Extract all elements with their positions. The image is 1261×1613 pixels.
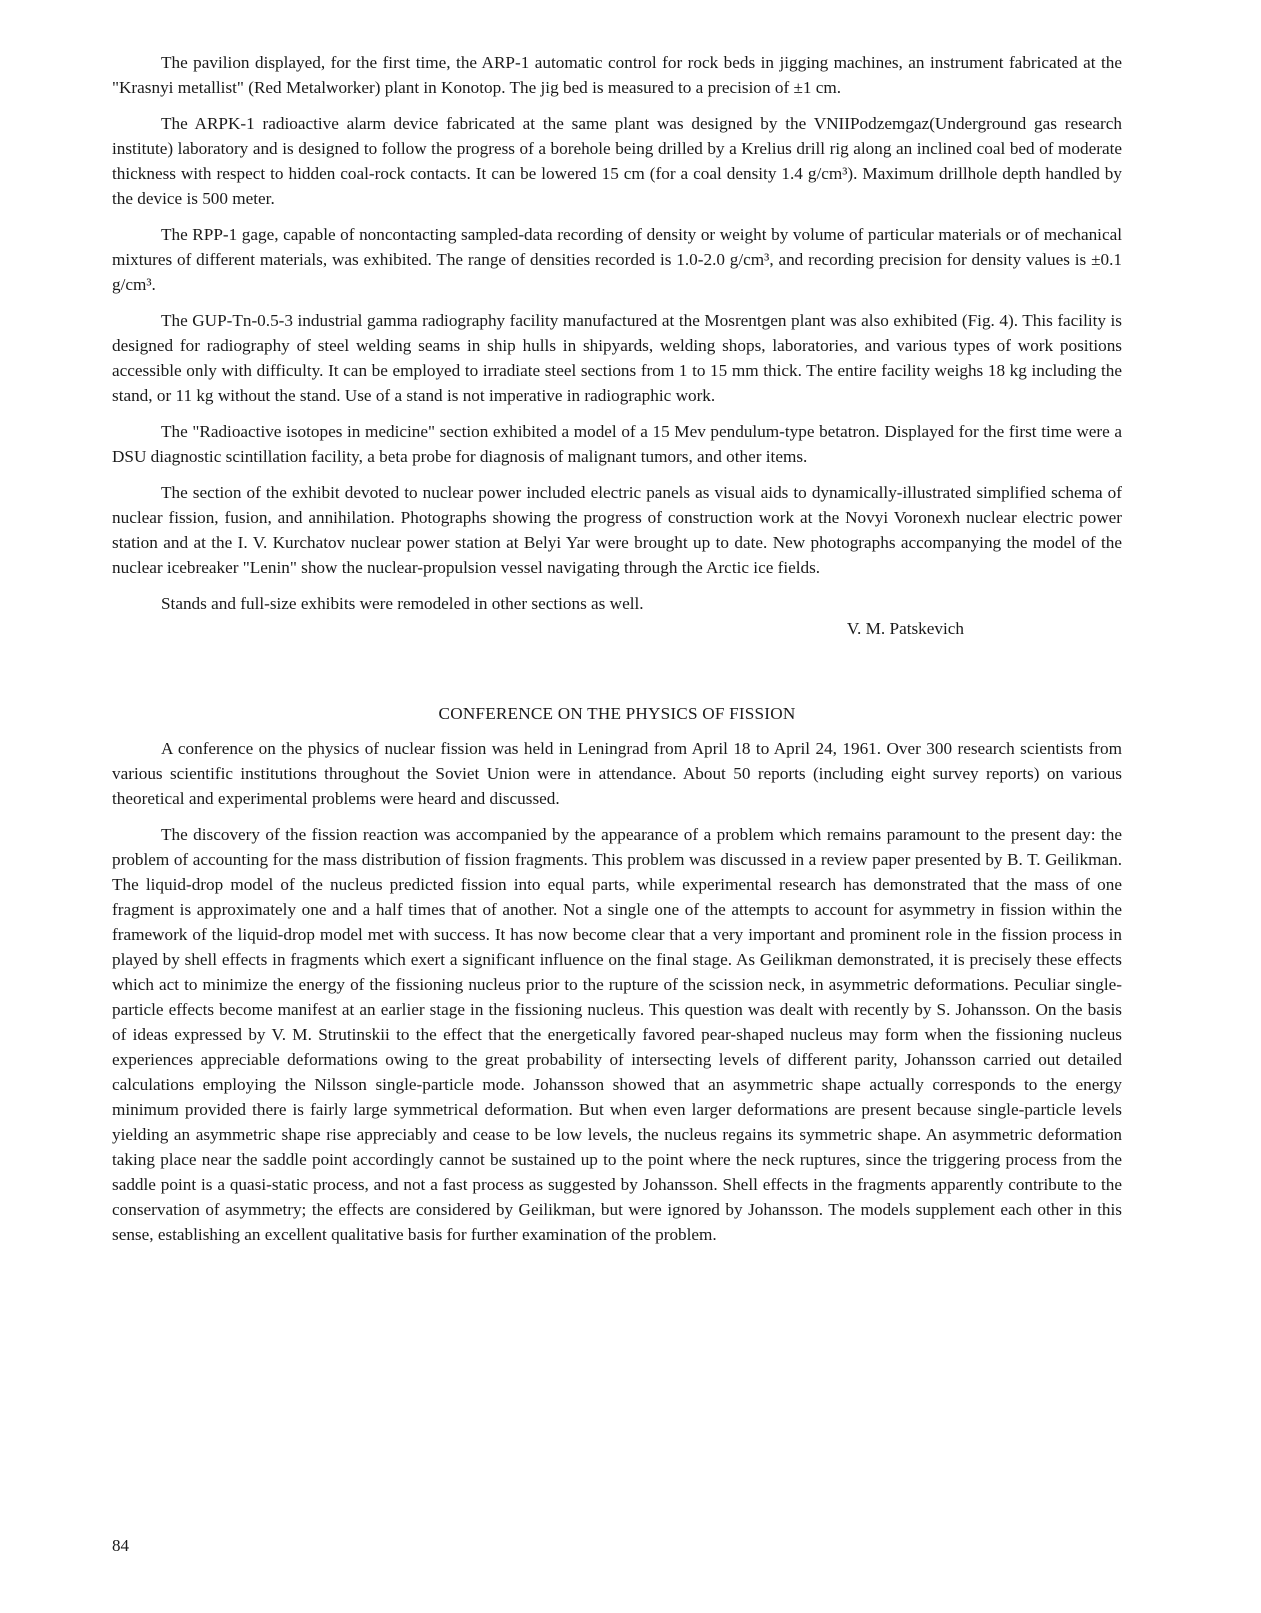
document-page [112,50,1122,1258]
exhibit-report-section [112,50,1122,641]
paragraph-stands: Stands and full-size exhibits were remodeled in other sections as well. [161,594,644,613]
page-number: 84 [112,1536,129,1555]
paragraph-mass-distribution: The discovery of the fission reaction was accompanied by the appearance of a problem which remains paramount to the present day: the problem of accounting for the mass distribution of fission fragments. This problem was discussed in a review paper presented by B. T. Geilikman. The liquid-drop model of the nucleus predicted fission into equal parts, while experimental research has demonstrated that the mass of one fragment is approximately one and a half times that of another. Not a single one of the attempts to account for asymmetry in fission within the framework of the liquid-drop model met with success. It has now become clear that a very important and prominent role in the fission process in played by shell effects in fragments which exert a significant influence on the final stage. As Geilikman demonstrated, it is precisely these effects which act to minimize the energy of the fissioning nucleus prior to the rupture of the scission neck, in asymmetric deformations. Peculiar single-particle effects become manifest at an earlier stage in the fissioning nucleus. This question was dealt with recently by S. Johansson. On the basis of ideas expressed by V. M. Strutinskii to the effect that the energetically favored pear-shaped nucleus may form when the fissioning nucleus experiences appreciable deformations owing to the great probability of intersecting levels of different parity, Johansson carried out detailed calculations employing the Nilsson single-particle mode. Johansson showed that an asymmetric shape actually corresponds to the energy minimum provided there is fairly large symmetrical deformation. But when even larger deformations are present because single-particle levels yielding an asymmetric shape rise appreciably and cease to be low levels, the nucleus regains its symmetric shape. An asymmetric deformation taking place near the saddle point accordingly cannot be sustained up to the point where the neck ruptures, since the triggering process from the saddle point is a quasi-static process, and not a fast process as suggested by Johansson. Shell effects in the fragments apparently contribute to the conservation of asymmetry; the effects are considered by Geilikman, but were ignored by Johansson. The models supplement each other in this sense, establishing an excellent qualitative basis for further examination of the problem. [112,825,1122,1244]
paragraph-medicine-section: The "Radioactive isotopes in medicine" section exhibited a model of a 15 Mev pendulum-type betatron. Displayed for the first time were a DSU diagnostic scintillation facility, a beta probe for diagnosis of malignant tumors, and other items. [112,422,1122,466]
paragraph-nuclear-power: The section of the exhibit devoted to nuclear power included electric panels as visual aids to dynamically-illustrated simplified schema of nuclear fission, fusion, and annihilation. Photographs showing the progress of construction work at the Novyi Voronexh nuclear electric power station and at the I. V. Kurchatov nuclear power station at Belyi Yar were brought up to date. New photographs accompanying the model of the nuclear icebreaker "Lenin" show the nuclear-propulsion vessel navigating through the Arctic ice fields. [112,483,1122,577]
paragraph-gup-radiography: The GUP-Tn-0.5-3 industrial gamma radiography facility manufactured at the Mosrentgen plant was also exhibited (Fig. 4). This facility is designed for radiography of steel welding seams in ship hulls in shipyards, welding shops, laboratories, and various types of work positions accessible only with difficulty. It can be employed to irradiate steel sections from 1 to 15 mm thick. The entire facility weighs 18 kg including the stand, or 11 kg without the stand. Use of a stand is not imperative in radiographic work. [112,311,1122,405]
author-signature: V. M. Patskevich [846,619,964,638]
paragraph-arpk1: The ARPK-1 radioactive alarm device fabricated at the same plant was designed by the VNIIPodzemgaz(Underground gas research institute) laboratory and is designed to follow the progress of a borehole being drilled by a Krelius drill rig along an inclined coal bed of moderate thickness with respect to hidden coal-rock contacts. It can be lowered 15 cm (for a coal density 1.4 g/cm³). Maximum drillhole depth handled by the device is 500 meter. [112,114,1122,208]
paragraph-conference-intro: A conference on the physics of nuclear fission was held in Leningrad from April 18 to April 24, 1961. Over 300 research scientists from various scientific institutions throughout the Soviet Union were in attendance. About 50 reports (including eight survey reports) on various theoretical and experimental problems were heard and discussed. [112,739,1122,808]
fission-conference-section [112,701,1122,1247]
paragraph-arp1: The pavilion displayed, for the first time, the ARP-1 automatic control for rock beds in jigging machines, an instrument fabricated at the "Krasnyi metallist" (Red Metalworker) plant in Konotop. The jig bed is measured to a precision of ±1 cm. [112,53,1122,97]
section-heading: CONFERENCE ON THE PHYSICS OF FISSION [438,704,796,723]
paragraph-rpp1: The RPP-1 gage, capable of noncontacting sampled-data recording of density or weight by volume of particular materials or of mechanical mixtures of different materials, was exhibited. The range of densities recorded is 1.0-2.0 g/cm³, and recording precision for density values is ±0.1 g/cm³. [112,225,1122,294]
